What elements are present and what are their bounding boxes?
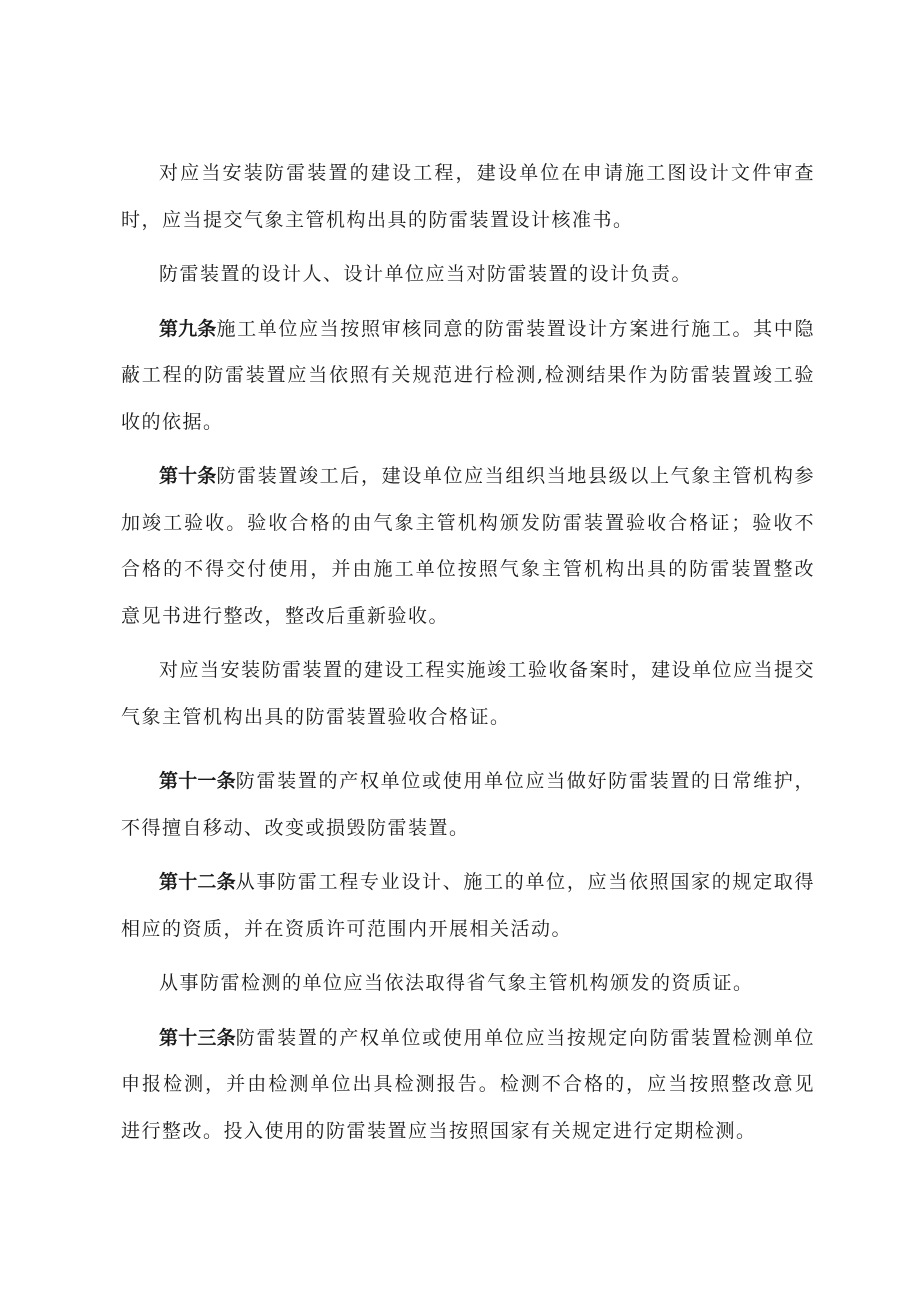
article-heading: 第十条 — [159, 465, 217, 487]
paragraph — [121, 1015, 815, 1155]
paragraph — [121, 960, 815, 1007]
paragraph-text: 从事防雷工程专业设计、施工的单位，应当依照国家的规定取得相应的资质，并在资质许可范围内开展相关活动。 — [121, 871, 815, 940]
paragraph — [121, 859, 815, 952]
article-heading: 第十一条 — [159, 770, 236, 792]
paragraph — [121, 647, 815, 740]
article-heading: 第九条 — [159, 317, 217, 340]
paragraph-text: 防雷装置的设计人、设计单位应当对防雷装置的设计负责。 — [159, 263, 693, 285]
paragraph-text: 对应当安装防雷装置的建设工程，建设单位在申请施工图设计文件审查时，应当提交气象主管机构出具的防雷装置设计核准书。 — [121, 162, 815, 231]
document-body — [121, 150, 815, 1154]
paragraph-text: 对应当安装防雷装置的建设工程实施竣工验收备案时，建设单位应当提交气象主管机构出具的防雷装置验收合格证。 — [121, 659, 816, 728]
paragraph-text: 防雷装置的产权单位或使用单位应当做好防雷装置的日常维护，不得擅自移动、改变或损毁防雷装置。 — [121, 770, 815, 839]
paragraph — [121, 306, 815, 446]
paragraph — [121, 251, 815, 298]
article-heading: 第十二条 — [159, 871, 236, 893]
paragraph — [121, 758, 815, 851]
paragraph-text: 防雷装置竣工后，建设单位应当组织当地县级以上气象主管机构参加竣工验收。验收合格的由气象主管机构颁发防雷装置验收合格证；验收不合格的不得交付使用，并由施工单位按照气象主管机构出具的防雷装置整改意见书进行整改，整改后重新验收。 — [121, 465, 815, 627]
paragraph-text: 防雷装置的产权单位或使用单位应当按规定向防雷装置检测单位申报检测，并由检测单位出具检测报告。检测不合格的，应当按照整改意见进行整改。投入使用的防雷装置应当按照国家有关规定进行定期检测。 — [121, 1026, 815, 1142]
paragraph — [121, 150, 815, 243]
paragraph — [121, 453, 815, 639]
paragraph-text: 施工单位应当按照审核同意的防雷装置设计方案进行施工。其中隐蔽工程的防雷装置应当依照有关规范进行检测,检测结果作为防雷装置竣工验收的依据。 — [121, 317, 815, 433]
article-heading: 第十三条 — [159, 1026, 236, 1049]
paragraph-text: 从事防雷检测的单位应当依法取得省气象主管机构颁发的资质证。 — [159, 972, 754, 994]
